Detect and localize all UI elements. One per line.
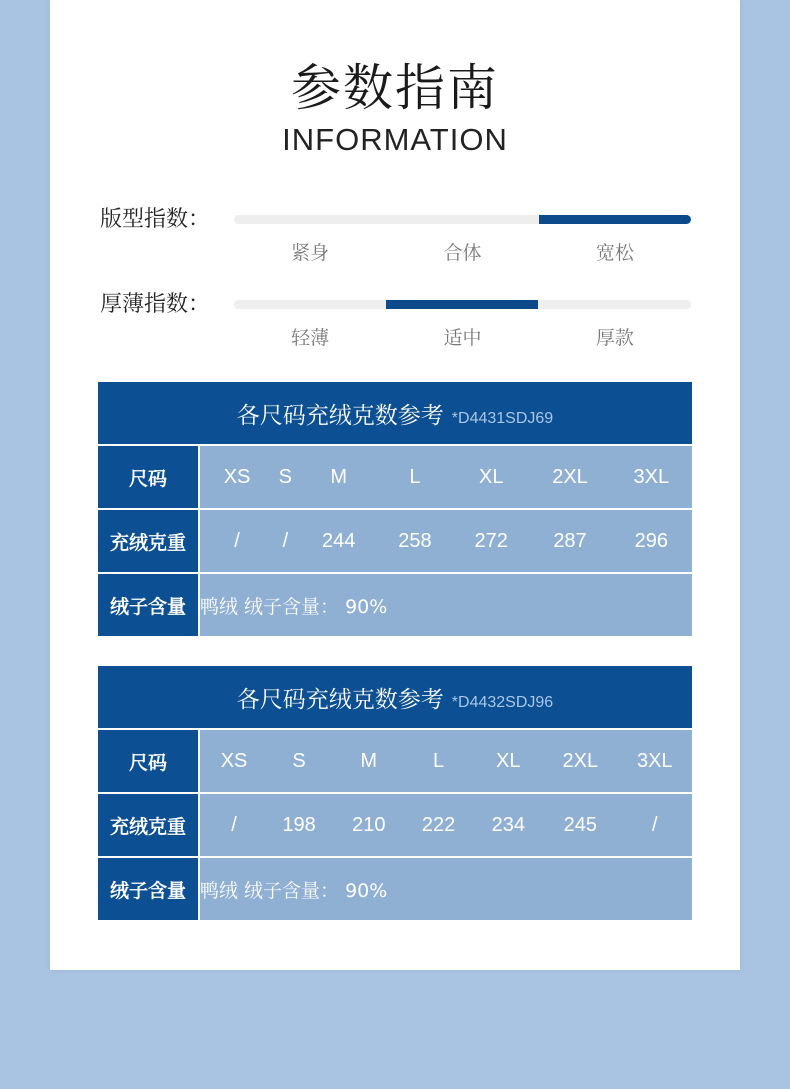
size-cell: XL — [453, 444, 529, 508]
weight-cell: 222 — [404, 792, 474, 856]
weight-cell: / — [270, 508, 300, 572]
fit-index-track — [234, 215, 691, 224]
content-value: 鸭绒 绒子含量： 90% — [200, 856, 692, 920]
table-2-header — [98, 666, 692, 728]
thickness-index-ticks — [234, 323, 691, 350]
size-cell: 3XL — [618, 728, 692, 792]
weight-cell: / — [200, 792, 264, 856]
table-row — [98, 792, 692, 856]
size-cell: XS — [200, 728, 264, 792]
weight-row-label: 充绒克重 — [98, 508, 200, 572]
weight-row-label: 充绒克重 — [98, 792, 200, 856]
weight-cell: 234 — [473, 792, 543, 856]
fit-tick-tight: 紧身 — [291, 242, 330, 264]
weight-cell: 210 — [334, 792, 404, 856]
content-row-label: 绒子含量 — [98, 572, 200, 636]
fit-tick-regular: 合体 — [443, 242, 482, 264]
weight-cell: 245 — [543, 792, 617, 856]
size-cell: XS — [200, 444, 270, 508]
size-cell: M — [334, 728, 404, 792]
thickness-index-track — [234, 300, 691, 309]
table-row — [98, 508, 692, 572]
table-2-title: 各尺码充绒克数参考 — [236, 686, 444, 713]
size-table-1 — [98, 382, 692, 636]
table-1-code: *D4431SDJ69 — [451, 409, 554, 427]
weight-cell: 296 — [611, 508, 692, 572]
size-cell: 2XL — [543, 728, 617, 792]
size-cell: S — [270, 444, 300, 508]
fit-index-indicator — [539, 215, 691, 224]
content-value: 鸭绒 绒子含量： 90% — [200, 572, 692, 636]
thickness-tick-thick: 厚款 — [595, 327, 634, 349]
fit-tick-loose: 宽松 — [595, 242, 634, 264]
page-title: 参数指南 — [291, 59, 499, 117]
content-row-label: 绒子含量 — [98, 856, 200, 920]
size-cell: XL — [473, 728, 543, 792]
weight-cell: / — [200, 508, 270, 572]
fit-index-ticks — [234, 238, 691, 265]
size-row-label: 尺码 — [98, 444, 200, 508]
table-1-title: 各尺码充绒克数参考 — [236, 402, 444, 429]
table-row — [98, 856, 692, 920]
size-table-2 — [98, 666, 692, 920]
fit-index-label: 版型指数： — [100, 207, 211, 232]
thickness-tick-light: 轻薄 — [291, 327, 330, 349]
table-row — [98, 572, 692, 636]
size-cell: 2XL — [529, 444, 610, 508]
weight-cell: 258 — [377, 508, 453, 572]
thickness-index-indicator — [386, 300, 538, 309]
info-card — [50, 0, 740, 970]
weight-cell: 287 — [529, 508, 610, 572]
weight-cell: 244 — [301, 508, 377, 572]
size-cell: S — [264, 728, 334, 792]
table-2-code: *D4432SDJ96 — [451, 693, 554, 711]
weight-cell: / — [618, 792, 692, 856]
table-row — [98, 444, 692, 508]
table-1-header — [98, 382, 692, 444]
size-cell: L — [377, 444, 453, 508]
weight-cell: 272 — [453, 508, 529, 572]
thickness-index-label: 厚薄指数： — [100, 292, 211, 317]
size-row-label: 尺码 — [98, 728, 200, 792]
page-subtitle: INFORMATION — [282, 122, 508, 157]
table-row — [98, 728, 692, 792]
weight-cell: 198 — [264, 792, 334, 856]
thickness-tick-medium: 适中 — [443, 327, 482, 349]
size-cell: L — [404, 728, 474, 792]
size-cell: 3XL — [611, 444, 692, 508]
size-cell: M — [301, 444, 377, 508]
